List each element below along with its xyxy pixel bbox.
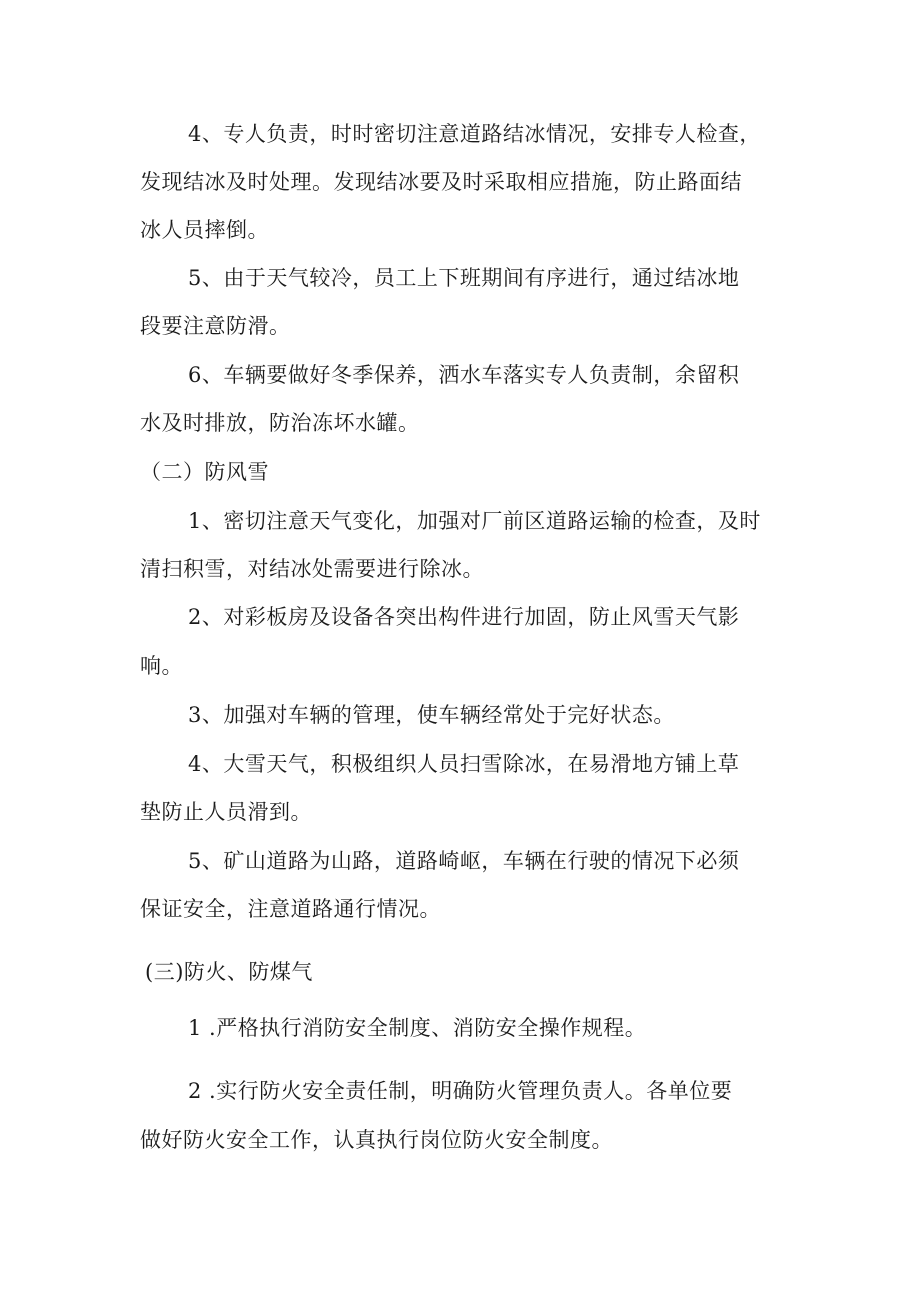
item-5-line-1 xyxy=(188,264,739,292)
s2-item-2-line-2: 响。 xyxy=(140,654,183,678)
item-4-line-2: 发现结冰及时处理。发现结冰要及时采取相应措施，防止路面结 xyxy=(140,170,742,194)
item-number: 2 . xyxy=(188,1079,217,1103)
s2-item-5-line-1 xyxy=(188,847,739,875)
s2-item-1-line-1 xyxy=(188,507,761,535)
item-text: 加强对车辆的管理，使车辆经常处于完好状态。 xyxy=(223,703,675,727)
item-text: 车辆要做好冬季保养，洒水车落实专人负责制，余留积 xyxy=(223,363,740,387)
item-number: 5、 xyxy=(188,266,224,290)
item-text: 由于天气较冷，员工上下班期间有序进行，通过结冰地 xyxy=(223,266,740,290)
item-4-line-3: 冰人员摔倒。 xyxy=(140,218,269,242)
item-number: 1 . xyxy=(188,1016,217,1040)
section-three-heading: (三)防火、防煤气 xyxy=(145,960,313,984)
item-6-line-1 xyxy=(188,361,739,389)
item-number: 4、 xyxy=(188,752,224,776)
s2-item-2-line-1 xyxy=(188,603,739,631)
item-number: 5、 xyxy=(188,849,224,873)
item-number: 3、 xyxy=(188,703,224,727)
item-number: 1、 xyxy=(188,509,224,533)
s2-item-4-line-2: 垫防止人员滑到。 xyxy=(140,800,312,824)
item-text: 专人负责，时时密切注意道路结冰情况，安排专人检查， xyxy=(223,122,761,146)
s3-item-2-line-2: 做好防火安全工作，认真执行岗位防火安全制度。 xyxy=(140,1128,613,1152)
s2-item-1-line-2: 清扫积雪，对结冰处需要进行除冰。 xyxy=(140,557,484,581)
item-4-line-1 xyxy=(188,120,761,148)
s2-item-3-line-1 xyxy=(188,701,675,729)
item-number: 4、 xyxy=(188,122,224,146)
item-number: 2、 xyxy=(188,605,224,629)
item-text: 密切注意天气变化，加强对厂前区道路运输的检查，及时 xyxy=(223,509,761,533)
s3-item-2-line-1 xyxy=(188,1077,732,1105)
item-text: 矿山道路为山路，道路崎岖，车辆在行驶的情况下必须 xyxy=(223,849,740,873)
section-two-heading: （二）防风雪 xyxy=(140,460,269,484)
s2-item-4-line-1 xyxy=(188,750,739,778)
item-text: 大雪天气，积极组织人员扫雪除冰，在易滑地方铺上草 xyxy=(223,752,740,776)
item-5-line-2: 段要注意防滑。 xyxy=(140,314,291,338)
item-text: 对彩板房及设备各突出构件进行加固，防止风雪天气影 xyxy=(223,605,740,629)
s2-item-5-line-2: 保证安全，注意道路通行情况。 xyxy=(140,897,441,921)
item-number: 6、 xyxy=(188,363,224,387)
item-text: 实行防火安全责任制，明确防火管理负责人。各单位要 xyxy=(216,1079,733,1103)
s3-item-1-line-1 xyxy=(188,1014,646,1042)
item-6-line-2: 水及时排放，防治冻坏水罐。 xyxy=(140,411,420,435)
item-text: 严格执行消防安全制度、消防安全操作规程。 xyxy=(216,1016,647,1040)
